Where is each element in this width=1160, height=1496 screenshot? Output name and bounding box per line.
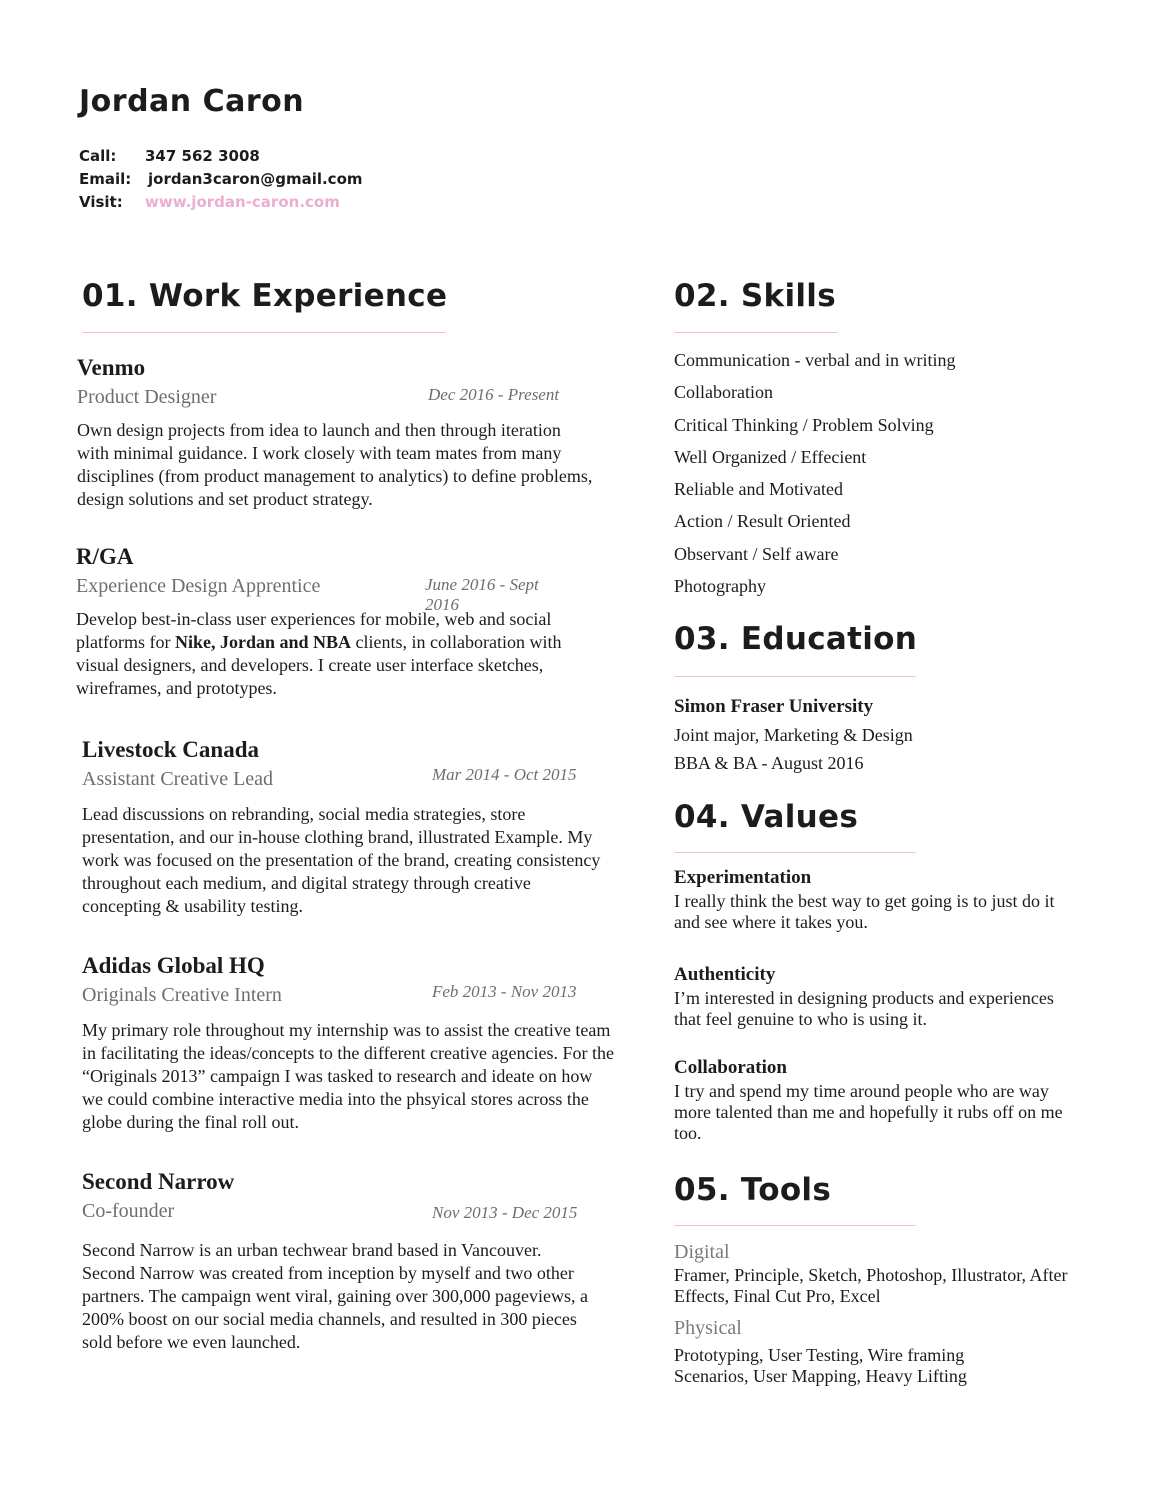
values-heading: 04. Values [674,799,859,835]
value-text: I really think the best way to get going is to just do it and see where it takes you. [674,891,1055,932]
client-names: Nike, Jordan and NBA [174,632,352,652]
resume-name: Jordan Caron [79,84,305,119]
education-program: Joint major, Marketing & Design [674,725,913,745]
skill-item: Photography [674,576,766,597]
call-label: Call: [79,146,117,165]
job-entry-rga [76,542,576,700]
tools-physical [674,1315,1014,1387]
job-company: Adidas Global HQ [82,953,265,978]
job-role: Assistant Creative Lead [82,768,274,790]
contact-block [79,144,363,213]
tools-items: Framer, Principle, Sketch, Photoshop, Illustrator, After Effects, Final Cut Pro, Excel [674,1265,1068,1306]
skill-item: Action / Result Oriented [674,511,851,532]
value-title: Experimentation [674,867,812,888]
job-company: Second Narrow [82,1169,235,1194]
phone-number[interactable]: 347 562 3008 [145,146,260,165]
value-entry [674,1055,1074,1144]
email-label: Email: [79,169,132,188]
education-divider [674,676,916,677]
contact-visit-row [79,190,363,213]
tools-category-label: Digital [674,1241,730,1263]
value-title: Collaboration [674,1057,787,1078]
job-description: My primary role throughout my internship was to assist the creative team in facilitating the ideas/concepts to the different creative agencies. For the “Originals 2013” campaign I was tasked to research and ideate on how we could combine interactive media into the phsyical stores across the globe during the final roll out. [82,1020,614,1132]
tools-divider [674,1225,916,1226]
value-text: I try and spend my time around people who are way more talented than me and hopefully it rubs off on me too. [674,1081,1063,1143]
values-divider [674,852,916,853]
job-description: Develop best-in-class user experiences for mobile, web and social platforms for Nike, Jordan and NBA clients, in collaboration with visual designers, and developers. I create user interface sketches, wireframes, and prototypes. [76,609,562,698]
skill-item: Observant / Self aware [674,543,839,564]
job-dates: Feb 2013 - Nov 2013 [432,982,577,1001]
job-company: R/GA [76,544,134,569]
tools-items: Prototyping, User Testing, Wire framing Scenarios, User Mapping, Heavy Lifting [674,1345,967,1386]
contact-email-row [79,167,363,190]
job-dates: Dec 2016 - Present [428,385,560,404]
job-role: Experience Design Apprentice [76,575,321,597]
job-dates: June 2016 - Sept 2016 [425,575,539,614]
job-dates: Mar 2014 - Oct 2015 [432,765,577,784]
value-title: Authenticity [674,964,776,985]
work-experience-heading: 01. Work Experience [82,278,448,314]
job-role: Co-founder [82,1200,175,1222]
skill-item: Collaboration [674,382,773,403]
skills-list [674,348,955,606]
value-entry [674,865,1074,933]
job-entry-livestock-canada [82,735,602,918]
value-entry [674,962,1074,1030]
website-link[interactable]: www.jordan-caron.com [145,192,340,211]
job-dates: Nov 2013 - Dec 2015 [432,1203,578,1222]
skills-divider [674,332,838,333]
tools-digital [674,1239,1119,1307]
tools-heading: 05. Tools [674,1172,832,1208]
job-company: Livestock Canada [82,737,259,762]
work-experience-divider [82,332,446,333]
job-description: Lead discussions on rebranding, social media strategies, store presentation, and our in-house clothing brand, illustrated Example. My work was focused on the presentation of the brand, creating consistency throughout each medium, and digital strategy through creative concepting & usability testing. [82,804,601,916]
job-role: Product Designer [77,386,217,408]
education-heading: 03. Education [674,621,918,657]
job-description: Own design projects from idea to launch and then through iteration with minimal guidance. I work closely with team mates from many disciplines (from product management to analytics) to define problems, design solutions and set product strategy. [77,420,593,509]
value-text: I’m interested in designing products and experiences that feel genuine to who is using it. [674,988,1054,1029]
skill-item: Critical Thinking / Problem Solving [674,414,934,435]
education-degree: BBA & BA - August 2016 [674,753,864,773]
job-entry-second-narrow [82,1167,597,1354]
skill-item: Communication - verbal and in writing [674,350,956,370]
job-company: Venmo [77,355,146,380]
job-description: Second Narrow is an urban techwear brand based in Vancouver. Second Narrow was created from inception by myself and two other partners. The campaign went viral, gaining over 300,000 pageviews, a 200% boost on our social media channels, and resulted in 300 pieces sold before we even launched. [82,1240,589,1352]
education-school: Simon Fraser University [674,696,874,717]
job-entry-venmo [77,353,597,511]
visit-label: Visit: [79,192,123,211]
job-entry-adidas [82,951,617,1134]
skill-item: Well Organized / Effecient [674,446,867,467]
skill-item: Reliable and Motivated [674,479,843,500]
skills-heading: 02. Skills [674,278,836,314]
tools-category-label: Physical [674,1317,742,1339]
job-role: Originals Creative Intern [82,984,282,1006]
contact-call-row [79,144,363,167]
email-address[interactable]: jordan3caron@gmail.com [148,169,363,188]
education-entry [674,694,913,778]
